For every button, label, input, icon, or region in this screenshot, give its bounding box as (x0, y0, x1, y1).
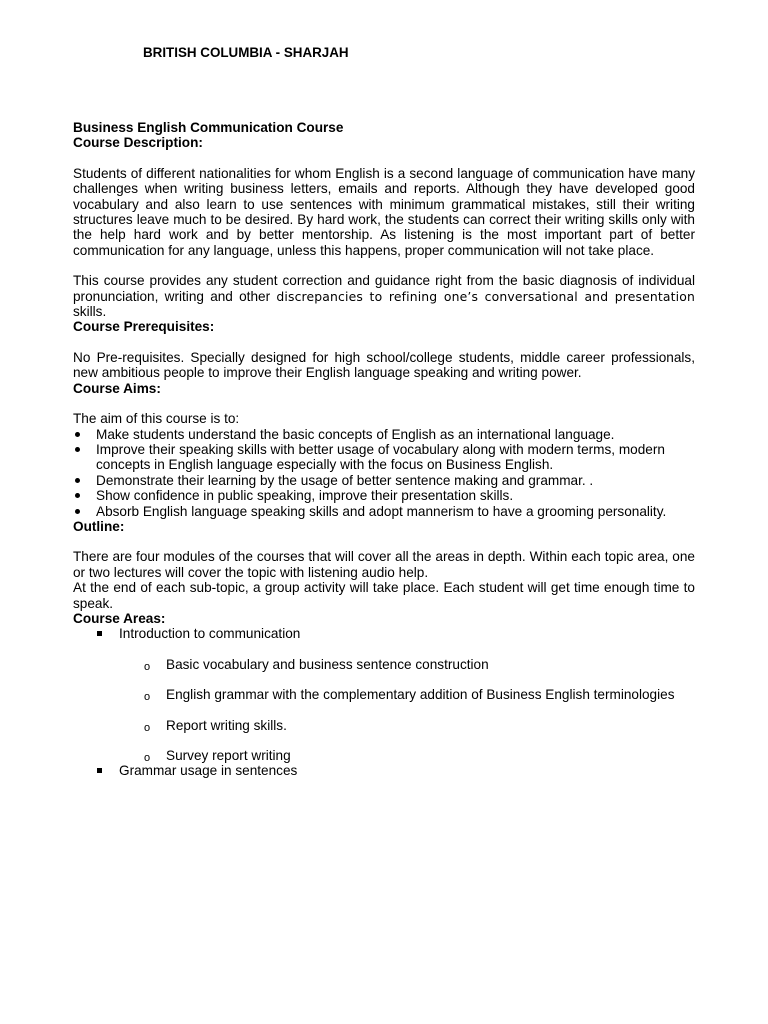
area-topic-text: English grammar with the complementary addition of Business English terminologies (166, 687, 675, 703)
circle-bullet-icon: o (144, 752, 151, 764)
circle-bullet-icon: o (144, 721, 151, 734)
prerequisites-paragraph: No Pre-requisites. Specially designed for high school/college students, middle career professionals, new ambitious people to improve their English language speaking and writing power. (73, 349, 695, 381)
circle-bullet-icon: o (144, 691, 151, 704)
prerequisites-heading: Course Prerequisites: (73, 319, 215, 335)
area-topics-list (73, 657, 695, 764)
area-topic-item (73, 748, 695, 763)
area-topic-item (73, 687, 695, 702)
area-module-text: Grammar usage in sentences (119, 763, 298, 779)
bullet-dot-icon (75, 493, 80, 498)
areas-heading: Course Areas: (73, 610, 166, 626)
area-module-text: Introduction to communication (119, 626, 301, 642)
bullet-dot-icon (75, 509, 80, 514)
description-paragraph-2-end: skills. (73, 304, 107, 320)
area-module-item (73, 626, 695, 641)
bullet-dot-icon (75, 478, 80, 483)
course-title: Business English Communication Course (73, 120, 344, 135)
areas-list-continued (73, 763, 695, 778)
description-paragraph-1: Students of different nationalities for whom English is a second language of communication have many challenges when writing business letters, emails and reports. Although they have developed good vocabulary and also learn to use sentences with minimum grammatical mistakes, still their writing structures leave much to be desired. By hard work, the students can correct their writing skills only with the help hard work and by better mentorship. As listening is the most important part of better communication for any language, unless this happens, proper communication will not take place. (73, 165, 695, 258)
outline-paragraph-2: At the end of each sub-topic, a group activity will take place. Each student will get time enough time to speak. (73, 580, 695, 611)
aims-item-text: Show confidence in public speaking, improve their presentation skills. (96, 488, 514, 504)
bullet-dot-icon (75, 432, 80, 437)
aims-list-item (73, 427, 695, 442)
document-body (73, 120, 695, 779)
areas-list (73, 626, 695, 641)
description-paragraph-2-start: This course provides any student correction and guidance right from the basic diagnosis of individual pronunciation, writing and other (73, 273, 695, 304)
description-heading: Course Description: (73, 135, 203, 151)
outline-heading: Outline: (73, 518, 125, 534)
aims-item-text: Make students understand the basic concepts of English as an international language. (96, 426, 615, 442)
aims-item-text: Demonstrate their learning by the usage of better sentence making and grammar. . (96, 472, 594, 488)
area-topic-item (73, 657, 695, 672)
aims-list (73, 427, 695, 519)
description-paragraph-2 (73, 273, 695, 319)
aims-list-item (73, 504, 695, 519)
area-topic-item (73, 718, 695, 733)
area-module-item (73, 763, 695, 778)
square-bullet-icon (97, 768, 102, 773)
document-header: BRITISH COLUMBIA - SHARJAH (143, 45, 349, 60)
aims-list-item (73, 442, 695, 473)
area-topic-text: Survey report writing (166, 748, 291, 763)
square-bullet-icon (97, 631, 102, 636)
aims-list-item (73, 473, 695, 488)
description-paragraph-2-condensed: discrepancies to refining one’s conversational and presentation (276, 288, 695, 304)
outline-paragraph-1: There are four modules of the courses that will cover all the areas in depth. Within each topic area, one or two lectures will cover the topic with listening audio help. (73, 549, 695, 580)
bullet-dot-icon (75, 447, 80, 452)
circle-bullet-icon: o (144, 660, 151, 673)
area-topic-text: Report writing skills. (166, 717, 287, 733)
aims-item-text: Absorb English language speaking skills and adopt mannerism to have a grooming personality. (96, 503, 667, 519)
aims-intro: The aim of this course is to: (73, 411, 240, 427)
area-topic-text: Basic vocabulary and business sentence construction (166, 656, 489, 672)
aims-heading: Course Aims: (73, 380, 161, 396)
aims-item-text: Improve their speaking skills with better usage of vocabulary along with modern terms, modern concepts in English language especially with the focus on Business English. (96, 441, 665, 473)
aims-list-item (73, 488, 695, 503)
